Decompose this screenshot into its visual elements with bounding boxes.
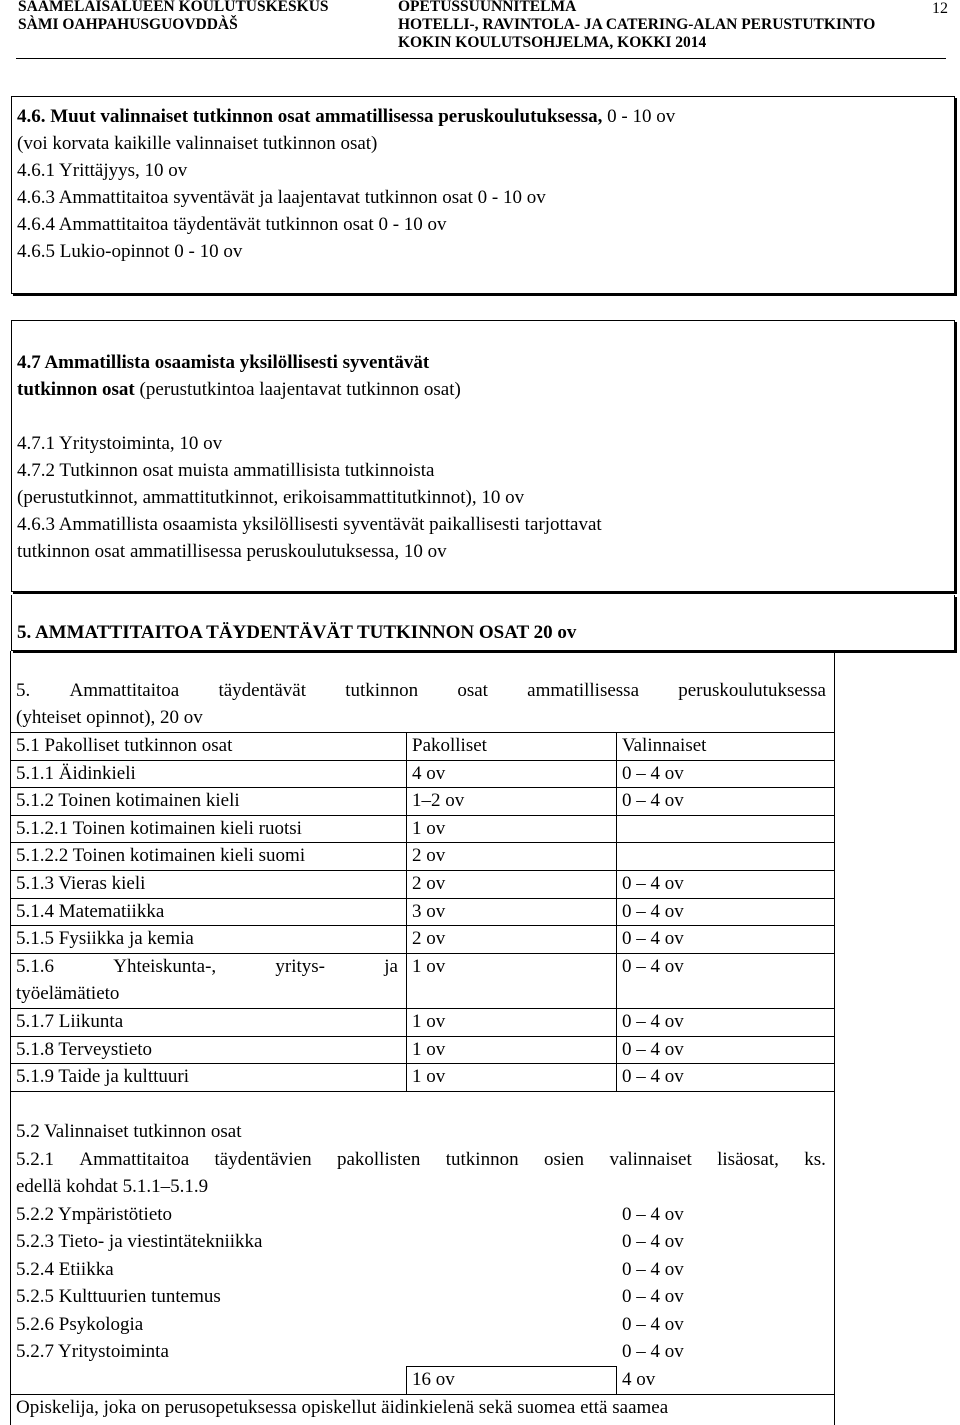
cell-optional: 0 – 4 ov: [622, 901, 684, 922]
cell-optional: 0 – 4 ov: [622, 956, 684, 977]
total-mandatory: 16 ov: [412, 1369, 455, 1390]
cell-part: 5.1.8 Terveystieto: [16, 1039, 153, 1060]
cell-mandatory: 1 ov: [412, 818, 446, 839]
cell-part: 5.1.5 Fysiikka ja kemia: [16, 928, 194, 949]
section-5-heading: 5. AMMATTITAITOA TÄYDENTÄVÄT TUTKINNON OSAT 20 ov: [17, 622, 577, 643]
elective-name: 5.2.3 Tieto- ja viestintätekniikka: [16, 1231, 263, 1252]
section-4-6-line: 4.6.5 Lukio-opinnot 0 - 10 ov: [17, 241, 243, 262]
elective-name: 5.2.5 Kulttuurien tuntemus: [16, 1286, 221, 1307]
cell-mandatory: 1–2 ov: [412, 790, 465, 811]
table-row: [10, 870, 830, 897]
section-4-6-box: [11, 96, 955, 294]
header-degree: HOTELLI-, RAVINTOLA- JA CATERING-ALAN PERUSTUTKINTO: [398, 16, 876, 33]
header-divider: [16, 58, 946, 59]
section-4-6-line: 4.6.1 Yrittäjyys, 10 ov: [17, 160, 188, 181]
page-number: 12: [932, 0, 948, 17]
cell-part: 5.1.6 Yhteiskunta-, yritys- ja: [16, 956, 398, 977]
section-5-intro-line2: (yhteiset opinnot), 20 ov: [16, 707, 203, 728]
cell-mandatory: 2 ov: [412, 873, 446, 894]
table-header-row: [10, 732, 830, 759]
cell-mandatory: 1 ov: [412, 1039, 446, 1060]
table-row: [10, 1008, 830, 1035]
cell-optional: 0 – 4 ov: [622, 1011, 684, 1032]
section-4-6-line: 4.6.3 Ammattitaitoa syventävät ja laajentavat tutkinnon osat 0 - 10 ov: [17, 187, 546, 208]
section-4-7-line: 4.7.1 Yritystoiminta, 10 ov: [17, 433, 223, 454]
section-4-7-line: tutkinnon osat ammatillisessa peruskoulutuksessa, 10 ov: [17, 541, 447, 562]
col-header-part: 5.1 Pakolliset tutkinnon osat: [16, 735, 233, 756]
cell-mandatory: 1 ov: [412, 956, 446, 977]
elective-value: 0 – 4 ov: [622, 1286, 684, 1307]
section-4-7-box: [11, 320, 955, 592]
section-5-heading-box: [11, 595, 955, 651]
col-header-optional: Valinnaiset: [622, 735, 707, 756]
section-4-7-line: (perustutkinnot, ammattitutkinnot, erikoisammattitutkinnot), 10 ov: [17, 487, 525, 508]
cell-mandatory: 2 ov: [412, 845, 446, 866]
elective-value: 0 – 4 ov: [622, 1231, 684, 1252]
elective-name: 5.2.7 Yritystoiminta: [16, 1341, 169, 1362]
table-row: [10, 842, 830, 869]
cell-part: 5.1.4 Matematiikka: [16, 901, 165, 922]
cell-optional: 0 – 4 ov: [622, 763, 684, 784]
elective-row: [10, 1311, 830, 1338]
section-5-table: [10, 651, 836, 1425]
table-row: [10, 1063, 830, 1090]
table-col-divider: [406, 732, 407, 1091]
cell-mandatory: 3 ov: [412, 901, 446, 922]
cell-part: 5.1.3 Vieras kieli: [16, 873, 146, 894]
elective-name: 5.2.2 Ympäristötieto: [16, 1204, 173, 1225]
cell-part: 5.1.9 Taide ja kulttuuri: [16, 1066, 189, 1087]
section-4-7-subtitle: tutkinnon osat (perustutkintoa laajentavat tutkinnon osat): [17, 379, 461, 400]
table-border-right: [834, 651, 835, 1425]
header-doc-type: OPETUSSUUNNITELMA: [398, 0, 577, 15]
electives-521-line2: edellä kohdat 5.1.1–5.1.9: [16, 1176, 209, 1197]
header-org-name-sami: SÀMI OAHPAHUSGUOVDDÀŠ: [18, 16, 238, 33]
elective-row: [10, 1338, 830, 1365]
cell-mandatory: 2 ov: [412, 928, 446, 949]
electives-521: 5.2.1 Ammattitaitoa täydentävien pakollisten tutkinnon osien valinnaiset lisäosat, ks.: [16, 1149, 826, 1170]
section-4-6-title: 4.6. Muut valinnaiset tutkinnon osat ammatillisessa peruskoulutuksessa, 0 - 10 ov: [17, 106, 676, 127]
cell-mandatory: 4 ov: [412, 763, 446, 784]
header-program: KOKIN KOULUTSOHJELMA, KOKKI 2014: [398, 34, 707, 51]
cell-part: 5.1.2.1 Toinen kotimainen kieli ruotsi: [16, 818, 302, 839]
cell-part: 5.1.1 Äidinkieli: [16, 763, 136, 784]
cell-mandatory: 1 ov: [412, 1011, 446, 1032]
elective-row: [10, 1201, 830, 1228]
section-5-intro: 5. Ammattitaitoa täydentävät tutkinnon osat ammatillisessa peruskoulutuksessa: [16, 680, 826, 701]
elective-row: [10, 1228, 830, 1255]
footer-note: Opiskelija, joka on perusopetuksessa opiskellut äidinkielenä sekä suomea että saamea: [16, 1397, 669, 1418]
cell-optional: 0 – 4 ov: [622, 873, 684, 894]
total-optional: 4 ov: [622, 1369, 656, 1390]
header-org-name: SAAMELAISALUEEN KOULUTUSKESKUS: [18, 0, 329, 15]
table-row: [10, 787, 830, 814]
section-4-6-line: (voi korvata kaikille valinnaiset tutkinnon osat): [17, 133, 378, 154]
elective-value: 0 – 4 ov: [622, 1341, 684, 1362]
cell-optional: 0 – 4 ov: [622, 1066, 684, 1087]
cell-part: 5.1.2.2 Toinen kotimainen kieli suomi: [16, 845, 306, 866]
cell-part-line2: työelämätieto: [16, 983, 120, 1004]
table-row: [10, 925, 830, 952]
elective-value: 0 – 4 ov: [622, 1314, 684, 1335]
totals-row: [10, 1366, 830, 1393]
elective-row: [10, 1283, 830, 1310]
cell-optional: 0 – 4 ov: [622, 790, 684, 811]
table-col-divider: [616, 732, 617, 1091]
section-4-7-line: 4.7.2 Tutkinnon osat muista ammatillisista tutkinnoista: [17, 460, 435, 481]
table-row: [10, 953, 830, 1007]
table-rule: [10, 1091, 835, 1092]
section-4-7-title: 4.7 Ammatillista osaamista yksilöllisesti syventävät: [17, 352, 430, 373]
section-4-7-line: 4.6.3 Ammatillista osaamista yksilöllisesti syventävät paikallisesti tarjottavat: [17, 514, 602, 535]
cell-optional: 0 – 4 ov: [622, 928, 684, 949]
elective-row: [10, 1256, 830, 1283]
table-row: [10, 760, 830, 787]
col-header-mandatory: Pakolliset: [412, 735, 487, 756]
section-4-6-line: 4.6.4 Ammattitaitoa täydentävät tutkinnon osat 0 - 10 ov: [17, 214, 447, 235]
cell-part: 5.1.7 Liikunta: [16, 1011, 124, 1032]
elective-name: 5.2.4 Etiikka: [16, 1259, 114, 1280]
cell-optional: 0 – 4 ov: [622, 1039, 684, 1060]
cell-mandatory: 1 ov: [412, 1066, 446, 1087]
electives-heading: 5.2 Valinnaiset tutkinnon osat: [16, 1121, 242, 1142]
table-row: [10, 815, 830, 842]
table-row: [10, 1036, 830, 1063]
table-row: [10, 898, 830, 925]
elective-value: 0 – 4 ov: [622, 1204, 684, 1225]
elective-value: 0 – 4 ov: [622, 1259, 684, 1280]
cell-part: 5.1.2 Toinen kotimainen kieli: [16, 790, 240, 811]
elective-name: 5.2.6 Psykologia: [16, 1314, 144, 1335]
